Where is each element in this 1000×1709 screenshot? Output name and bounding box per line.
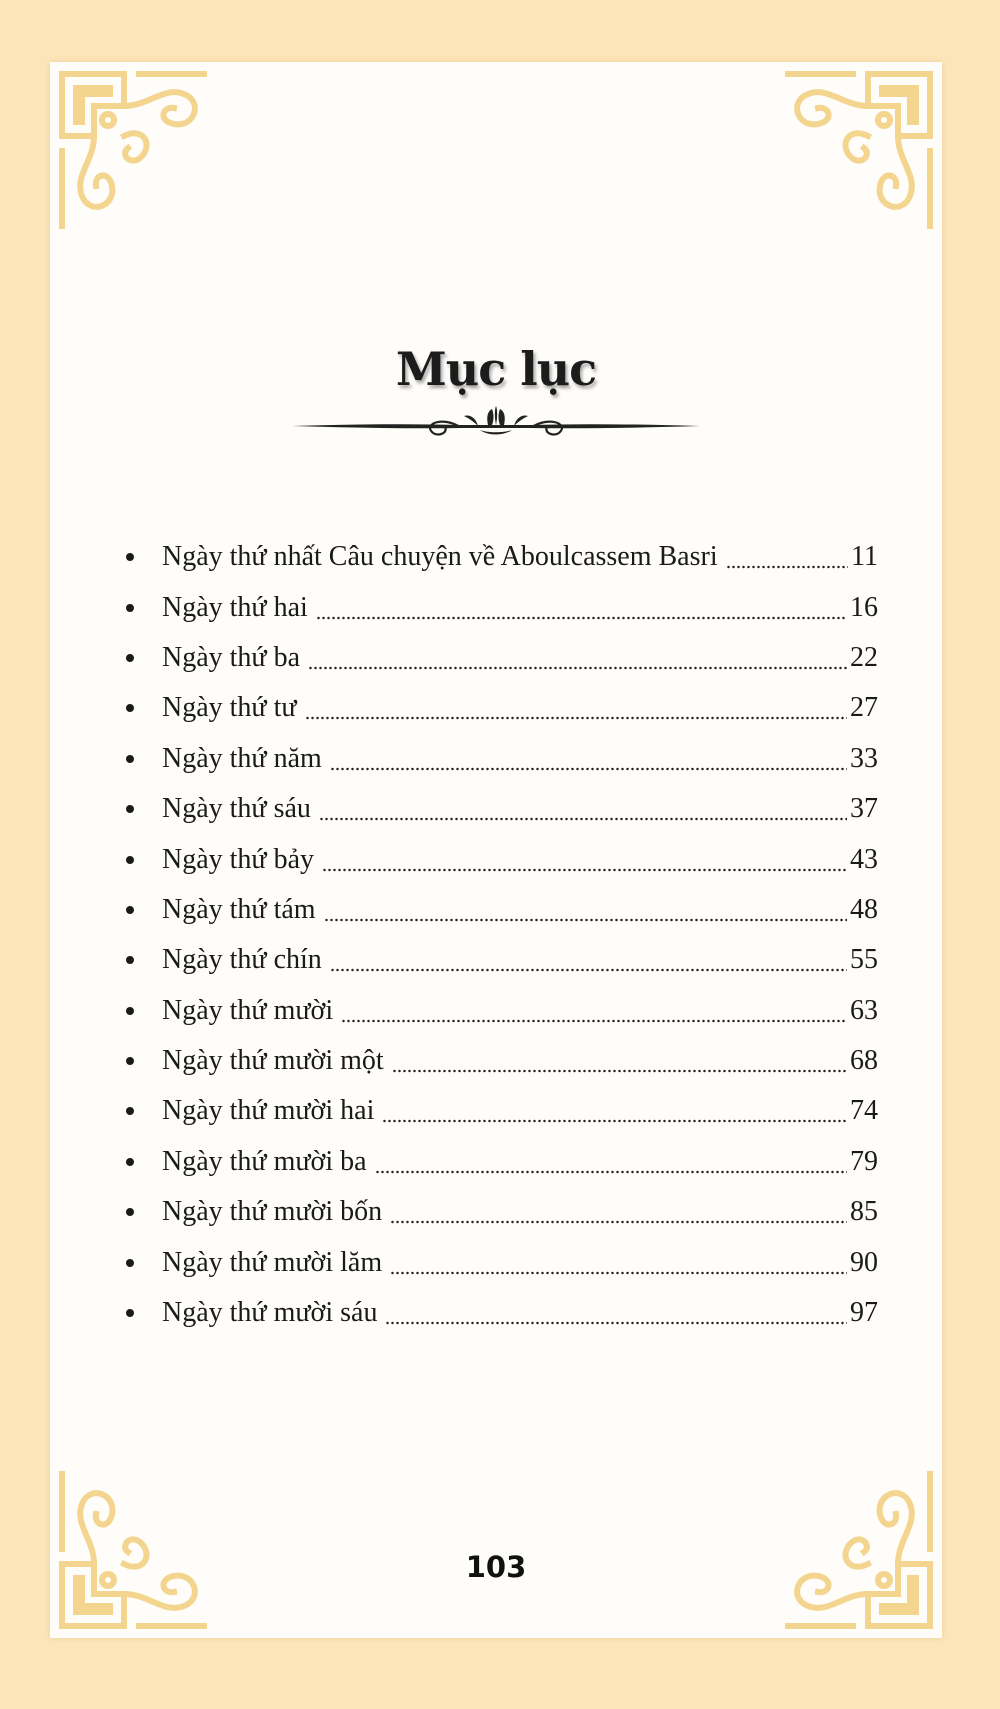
bullet-icon <box>126 1007 134 1015</box>
dot-leader <box>330 751 847 771</box>
bullet-icon <box>126 755 134 763</box>
toc-entry-title: Ngày thứ mười ba <box>162 1145 367 1177</box>
toc-entry-title: Ngày thứ mười lăm <box>162 1246 383 1278</box>
toc-entry[interactable] <box>118 1187 878 1237</box>
bullet-icon <box>126 956 134 964</box>
dot-leader <box>726 549 848 569</box>
toc-entry[interactable] <box>118 986 878 1036</box>
toc-entry[interactable] <box>118 1288 878 1338</box>
book-page <box>50 62 942 1638</box>
toc-entry-page: 74 <box>850 1095 878 1127</box>
flourish-divider-icon <box>292 406 700 442</box>
toc-entry[interactable] <box>118 1086 878 1136</box>
toc-entry[interactable] <box>118 885 878 935</box>
bullet-icon <box>126 856 134 864</box>
toc-entry-page: 37 <box>850 793 878 825</box>
corner-ornament-icon <box>778 66 938 241</box>
toc-entry-page: 85 <box>850 1196 878 1228</box>
dot-leader <box>324 902 847 922</box>
toc-entry-page: 63 <box>850 994 878 1026</box>
toc-entry[interactable] <box>118 734 878 784</box>
bullet-icon <box>126 805 134 813</box>
corner-ornament-icon <box>54 66 214 241</box>
dot-leader <box>390 1255 847 1275</box>
bullet-icon <box>126 1107 134 1115</box>
bullet-icon <box>126 1259 134 1267</box>
toc-entry-title: Ngày thứ ba <box>162 641 301 673</box>
bullet-icon <box>126 906 134 914</box>
toc-entry[interactable] <box>118 935 878 985</box>
bullet-icon <box>126 704 134 712</box>
toc-entry-page: 33 <box>850 742 878 774</box>
dot-leader <box>392 1053 847 1073</box>
toc-entry-title: Ngày thứ mười <box>162 994 334 1026</box>
bullet-icon <box>126 1208 134 1216</box>
toc-entry-page: 55 <box>850 944 878 976</box>
dot-leader <box>385 1305 847 1325</box>
toc-entry-title: Ngày thứ mười sáu <box>162 1297 378 1329</box>
toc-entry-title: Ngày thứ bảy <box>162 843 315 875</box>
dot-leader <box>382 1103 847 1123</box>
toc-entry-title: Ngày thứ hai <box>162 591 308 623</box>
toc-entry-title: Ngày thứ năm <box>162 742 322 774</box>
dot-leader <box>322 852 847 872</box>
toc-entry-title: Ngày thứ chín <box>162 944 322 976</box>
bullet-icon <box>126 1309 134 1317</box>
toc-entry-page: 22 <box>850 641 878 673</box>
page-title: Mục lục <box>395 342 597 396</box>
toc-entry-title: Ngày thứ tám <box>162 893 316 925</box>
toc-entry-title: Ngày thứ mười hai <box>162 1095 375 1127</box>
corner-ornament-icon <box>54 1459 214 1634</box>
page-number: 103 <box>465 1550 527 1584</box>
toc-entry[interactable] <box>118 532 878 582</box>
toc-entry-page: 11 <box>851 541 878 573</box>
toc-entry-page: 79 <box>850 1145 878 1177</box>
bullet-icon <box>126 553 134 561</box>
toc-entry-page: 16 <box>850 591 878 623</box>
toc-entry-title: Ngày thứ mười một <box>162 1045 384 1077</box>
toc-entry-page: 68 <box>850 1045 878 1077</box>
toc-entry-title: Ngày thứ tư <box>162 692 297 724</box>
toc-entry[interactable] <box>118 582 878 632</box>
toc-entry[interactable] <box>118 834 878 884</box>
table-of-contents <box>118 532 878 1338</box>
toc-entry[interactable] <box>118 683 878 733</box>
toc-entry[interactable] <box>118 633 878 683</box>
dot-leader <box>316 600 847 620</box>
dot-leader <box>341 1003 847 1023</box>
dot-leader <box>308 650 847 670</box>
bullet-icon <box>126 604 134 612</box>
toc-entry[interactable] <box>118 1137 878 1187</box>
toc-entry-page: 27 <box>850 692 878 724</box>
bullet-icon <box>126 1057 134 1065</box>
toc-entry-page: 97 <box>850 1297 878 1329</box>
bullet-icon <box>126 1158 134 1166</box>
dot-leader <box>390 1204 847 1224</box>
dot-leader <box>305 700 847 720</box>
toc-entry-title: Ngày thứ sáu <box>162 793 311 825</box>
toc-entry-title: Ngày thứ nhất Câu chuyện về Aboulcassem Basri <box>162 541 718 573</box>
toc-entry-page: 90 <box>850 1246 878 1278</box>
toc-entry[interactable] <box>118 1036 878 1086</box>
toc-entry-page: 43 <box>850 843 878 875</box>
dot-leader <box>330 952 847 972</box>
toc-entry-page: 48 <box>850 893 878 925</box>
corner-ornament-icon <box>778 1459 938 1634</box>
toc-entry[interactable] <box>118 1237 878 1287</box>
toc-entry[interactable] <box>118 784 878 834</box>
toc-entry-title: Ngày thứ mười bốn <box>162 1196 383 1228</box>
bullet-icon <box>126 654 134 662</box>
dot-leader <box>375 1154 847 1174</box>
dot-leader <box>319 801 847 821</box>
